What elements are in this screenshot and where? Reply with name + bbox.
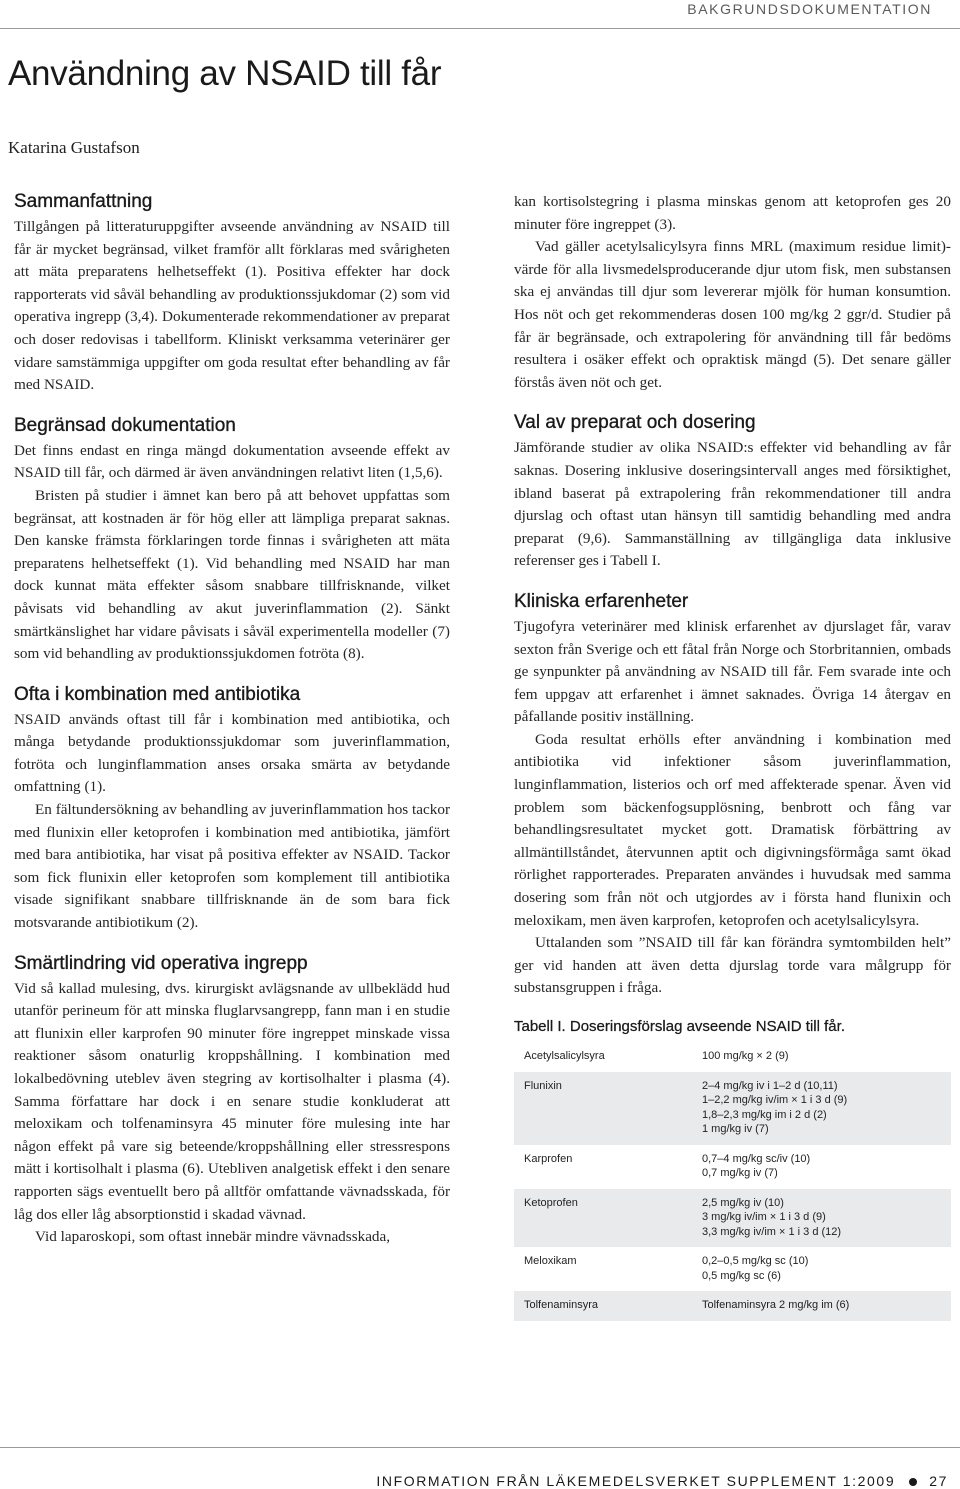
right-column	[514, 191, 951, 1321]
page-title: Användning av NSAID till får	[8, 54, 442, 93]
table-title: Tabell I. Doseringsförslag avseende NSAID till får.	[514, 1018, 845, 1035]
dose-line: 0,5 mg/kg sc (6)	[702, 1269, 781, 1282]
dose-line: 2–4 mg/kg iv i 1–2 d (10,11)	[702, 1079, 838, 1092]
author: Katarina Gustafson	[8, 138, 140, 157]
dose-line: Tolfenaminsyra 2 mg/kg im (6)	[702, 1299, 850, 1311]
paragraph: Goda resultat erhölls efter användning i kombination med antibiotika vid infektioner såsom juverinflammation, lunginflammation, listerios och orf med affekterade spenar. Även vid problem som bäckenfogsupplösning, benbrott och fång var behandlingsresultatet mycket gott. Dramatisk förbättring av allmäntillståndet, återvunnen aptit och digivningsförmåga samt ökad rörlighet rapporterades. Preparaten användes i huvudsak med samma dosering som från nöt och utgjordes av i första hand flunixin och meloxikam, men även karprofen, ketoprofen och acetylsalicylsyra.	[514, 730, 951, 929]
footer-rule	[0, 1447, 960, 1448]
paragraph: Jämförande studier av olika NSAID:s effekter vid behandling av får saknas. Dosering inklusive doseringsintervall anges med försiktighet, ibland baserat på extrapolering från rekommendationer till andra djurslag och oftast utan hänsyn till samtidig behandling med andra preparat (9,6). Sammanställning av tillgängliga data inklusive referenser ges i Tabell I.	[514, 439, 951, 570]
page-footer	[376, 1473, 948, 1489]
paragraph: Vid laparoskopi, som oftast innebär mindre vävnadsskada,	[35, 1228, 391, 1246]
drug-name: Karprofen	[524, 1152, 573, 1165]
paragraph: NSAID används oftast till får i kombination med antibiotika, och många betydande produktionssjukdomar som juverinflammation, fotröta och lunginflammation anses orsaka smärta av betydande omfattning (1).	[14, 710, 450, 796]
dose-line: 0,2–0,5 mg/kg sc (10)	[702, 1255, 809, 1267]
dose-line: 0,7 mg/kg iv (7)	[702, 1167, 778, 1179]
dose-cell	[702, 1196, 941, 1240]
table-row	[514, 1072, 951, 1145]
section-heading: Begränsad dokumentation	[14, 414, 236, 436]
dosage-table	[514, 1042, 951, 1321]
dose-cell	[702, 1079, 941, 1137]
footer-text: INFORMATION FRÅN LÄKEMEDELSVERKET SUPPLEMENT 1:2009	[376, 1473, 896, 1489]
paragraph: Vid så kallad mulesing, dvs. kirurgiskt avlägsnande av ullbeklädd hud utanför perineum för att minska fluglarvsangrepp, fann man i en studie att flunixin eller karprofen 90 minuter före ingreppet minskade vissa reaktioner såsom onaturlig kroppshållning. I kombination med lokalbedövning uteblev även stegring av kortisolhalter i plasma (4). Samma författare har dock i en senare studie konkluderat att meloxikam och tolfenaminsyra 45 minuter före mulesing inte har någon effekt på vare sig beteende/kroppshållning eller stressrespons mätt i kortisolhalt i plasma (6). Utebliven analgetisk effekt i den senare rapporten sägs eventuellt bero på alltför omfattande vävnadsskada, för låg dos eller låg absorptionstid i skadad vävnad.	[14, 979, 450, 1223]
paragraph: Uttalanden som ”NSAID till får kan förändra symtombilden helt” ger vid handen att även detta djurslag torde vara målgrupp för substansgruppen i fråga.	[514, 934, 951, 997]
dose-line: 3,3 mg/kg iv/im × 1 i 3 d (12)	[702, 1225, 842, 1238]
table-row	[514, 1247, 951, 1291]
dose-line: 0,7–4 mg/kg sc/iv (10)	[702, 1152, 811, 1165]
section-begransad-dokumentation	[14, 415, 450, 666]
section-sammanfattning	[14, 191, 450, 397]
table-row	[514, 1189, 951, 1248]
dose-line: 1–2,2 mg/kg iv/im × 1 i 3 d (9)	[702, 1094, 848, 1106]
paragraph: Vad gäller acetylsalicylsyra finns MRL (maximum residue limit)-värde för alla livsmedelsproducerande djur utom fisk, men substansen ska ej användas till djur som levererar mjölk för human konsumtion. Hos nöt och get rekommenderas dosen 100 mg/kg 2 ggr/d. Studier på får är begränsade, och extrapolering för användning till får bedöms resultera i osäker effekt och opraktisk mängd (5). Det senare gäller förstås även nöt och get.	[514, 238, 951, 391]
dose-cell	[702, 1254, 941, 1283]
section-val-av-preparat	[514, 412, 951, 573]
section-heading: Val av preparat och dosering	[514, 412, 756, 434]
drug-name: Acetylsalicylsyra	[524, 1050, 605, 1062]
bullet-separator	[909, 1478, 917, 1486]
section-heading: Ofta i kombination med antibiotika	[14, 683, 301, 705]
table-row	[514, 1145, 951, 1189]
page-number: 27	[929, 1473, 948, 1489]
drug-name: Flunixin	[524, 1079, 562, 1092]
section-heading: Sammanfattning	[14, 191, 153, 212]
dose-line: 1 mg/kg iv (7)	[702, 1123, 769, 1135]
dose-line: 3 mg/kg iv/im × 1 i 3 d (9)	[702, 1211, 826, 1223]
table-row	[514, 1042, 951, 1072]
section-smartlindring	[14, 953, 450, 1249]
paragraph: Tjugofyra veterinärer med klinisk erfarenhet av djurslaget får, varav sexton från Sverige och ett fåtal från Norge och Storbritannien, ombads ge synpunkter på användning av NSAID till får. Fem svarade inte och fem uppgav att erfarenhet i ämnet saknades. Övriga 14 återgav en påfallande positiv inställning.	[514, 617, 951, 726]
paragraph: kan kortisolstegring i plasma minskas genom att ketoprofen ges 20 minuter före ingreppet (3).	[514, 193, 951, 233]
drug-name: Ketoprofen	[524, 1196, 578, 1209]
left-column	[14, 191, 450, 1267]
section-kombination-antibiotika	[14, 684, 450, 935]
dose-cell	[702, 1049, 941, 1064]
section-heading: Smärtlindring vid operativa ingrepp	[14, 952, 308, 974]
section-heading: Kliniska erfarenheter	[514, 590, 689, 612]
dose-cell	[702, 1152, 941, 1181]
header-rule	[0, 28, 960, 29]
paragraph: Tillgången på litteraturuppgifter avseende användning av NSAID till får är mycket begränsad, vilket framför allt förklaras med svårigheten att mäta preparatens helhetseffekt (1). Positiva effekter har dock rapporterats vid såväl behandling av produktionssjukdomar (2) som vid operativa ingrepp (3,4). Dokumenterade rekommendationer av preparat och doser redovisas i tabellform. Kliniskt verksamma veterinärer ger vidare samstämmiga uppgifter om goda resultat efter behandling av får med NSAID.	[14, 218, 450, 394]
paragraph: Det finns endast en ringa mängd dokumentation avseende effekt av NSAID till får, och därmed är även användningen relativt liten (1,5,6).	[14, 441, 450, 482]
section-kliniska-erfarenheter	[514, 591, 951, 1000]
paragraph: En fältundersökning av behandling av juverinflammation hos tackor med flunixin eller ketoprofen i kombination med antibiotika, jämfört med bara antibiotika, har visat på positiva effekter av NSAID. Tackor som fick flunixin eller ketoprofen som komplement till antibiotika visade signifikant snabbare tillfrisknande än de som bara fick motsvarande antibiotikum (2).	[14, 801, 450, 932]
dose-line: 100 mg/kg × 2 (9)	[702, 1050, 789, 1062]
dose-line: 2,5 mg/kg iv (10)	[702, 1196, 784, 1209]
dose-cell	[702, 1298, 941, 1313]
drug-name: Meloxikam	[524, 1255, 577, 1267]
table-row	[514, 1291, 951, 1321]
continued-text	[514, 191, 951, 394]
dose-line: 1,8–2,3 mg/kg im i 2 d (2)	[702, 1108, 827, 1121]
header-label: BAKGRUNDSDOKUMENTATION	[687, 1, 932, 17]
drug-name: Tolfenaminsyra	[524, 1299, 598, 1311]
paragraph: Bristen på studier i ämnet kan bero på att behovet uppfattas som begränsat, att kostnaden är för hög eller att lämpliga preparat saknas. Den kanske främsta förklaringen torde finnas i svårigheten att mäta preparatens helhetseffekt (1). Vid behandling med NSAID har man dock kunnat mäta effekter såsom snabbare tillfrisknande, vilket påvisats vid behandling av akut juverinflammation (2). Sänkt smärtkänslighet har vidare påvisats i såväl experimentella modeller (7) som vid behandling av produktionssjukdomen fotröta (8).	[14, 486, 450, 663]
